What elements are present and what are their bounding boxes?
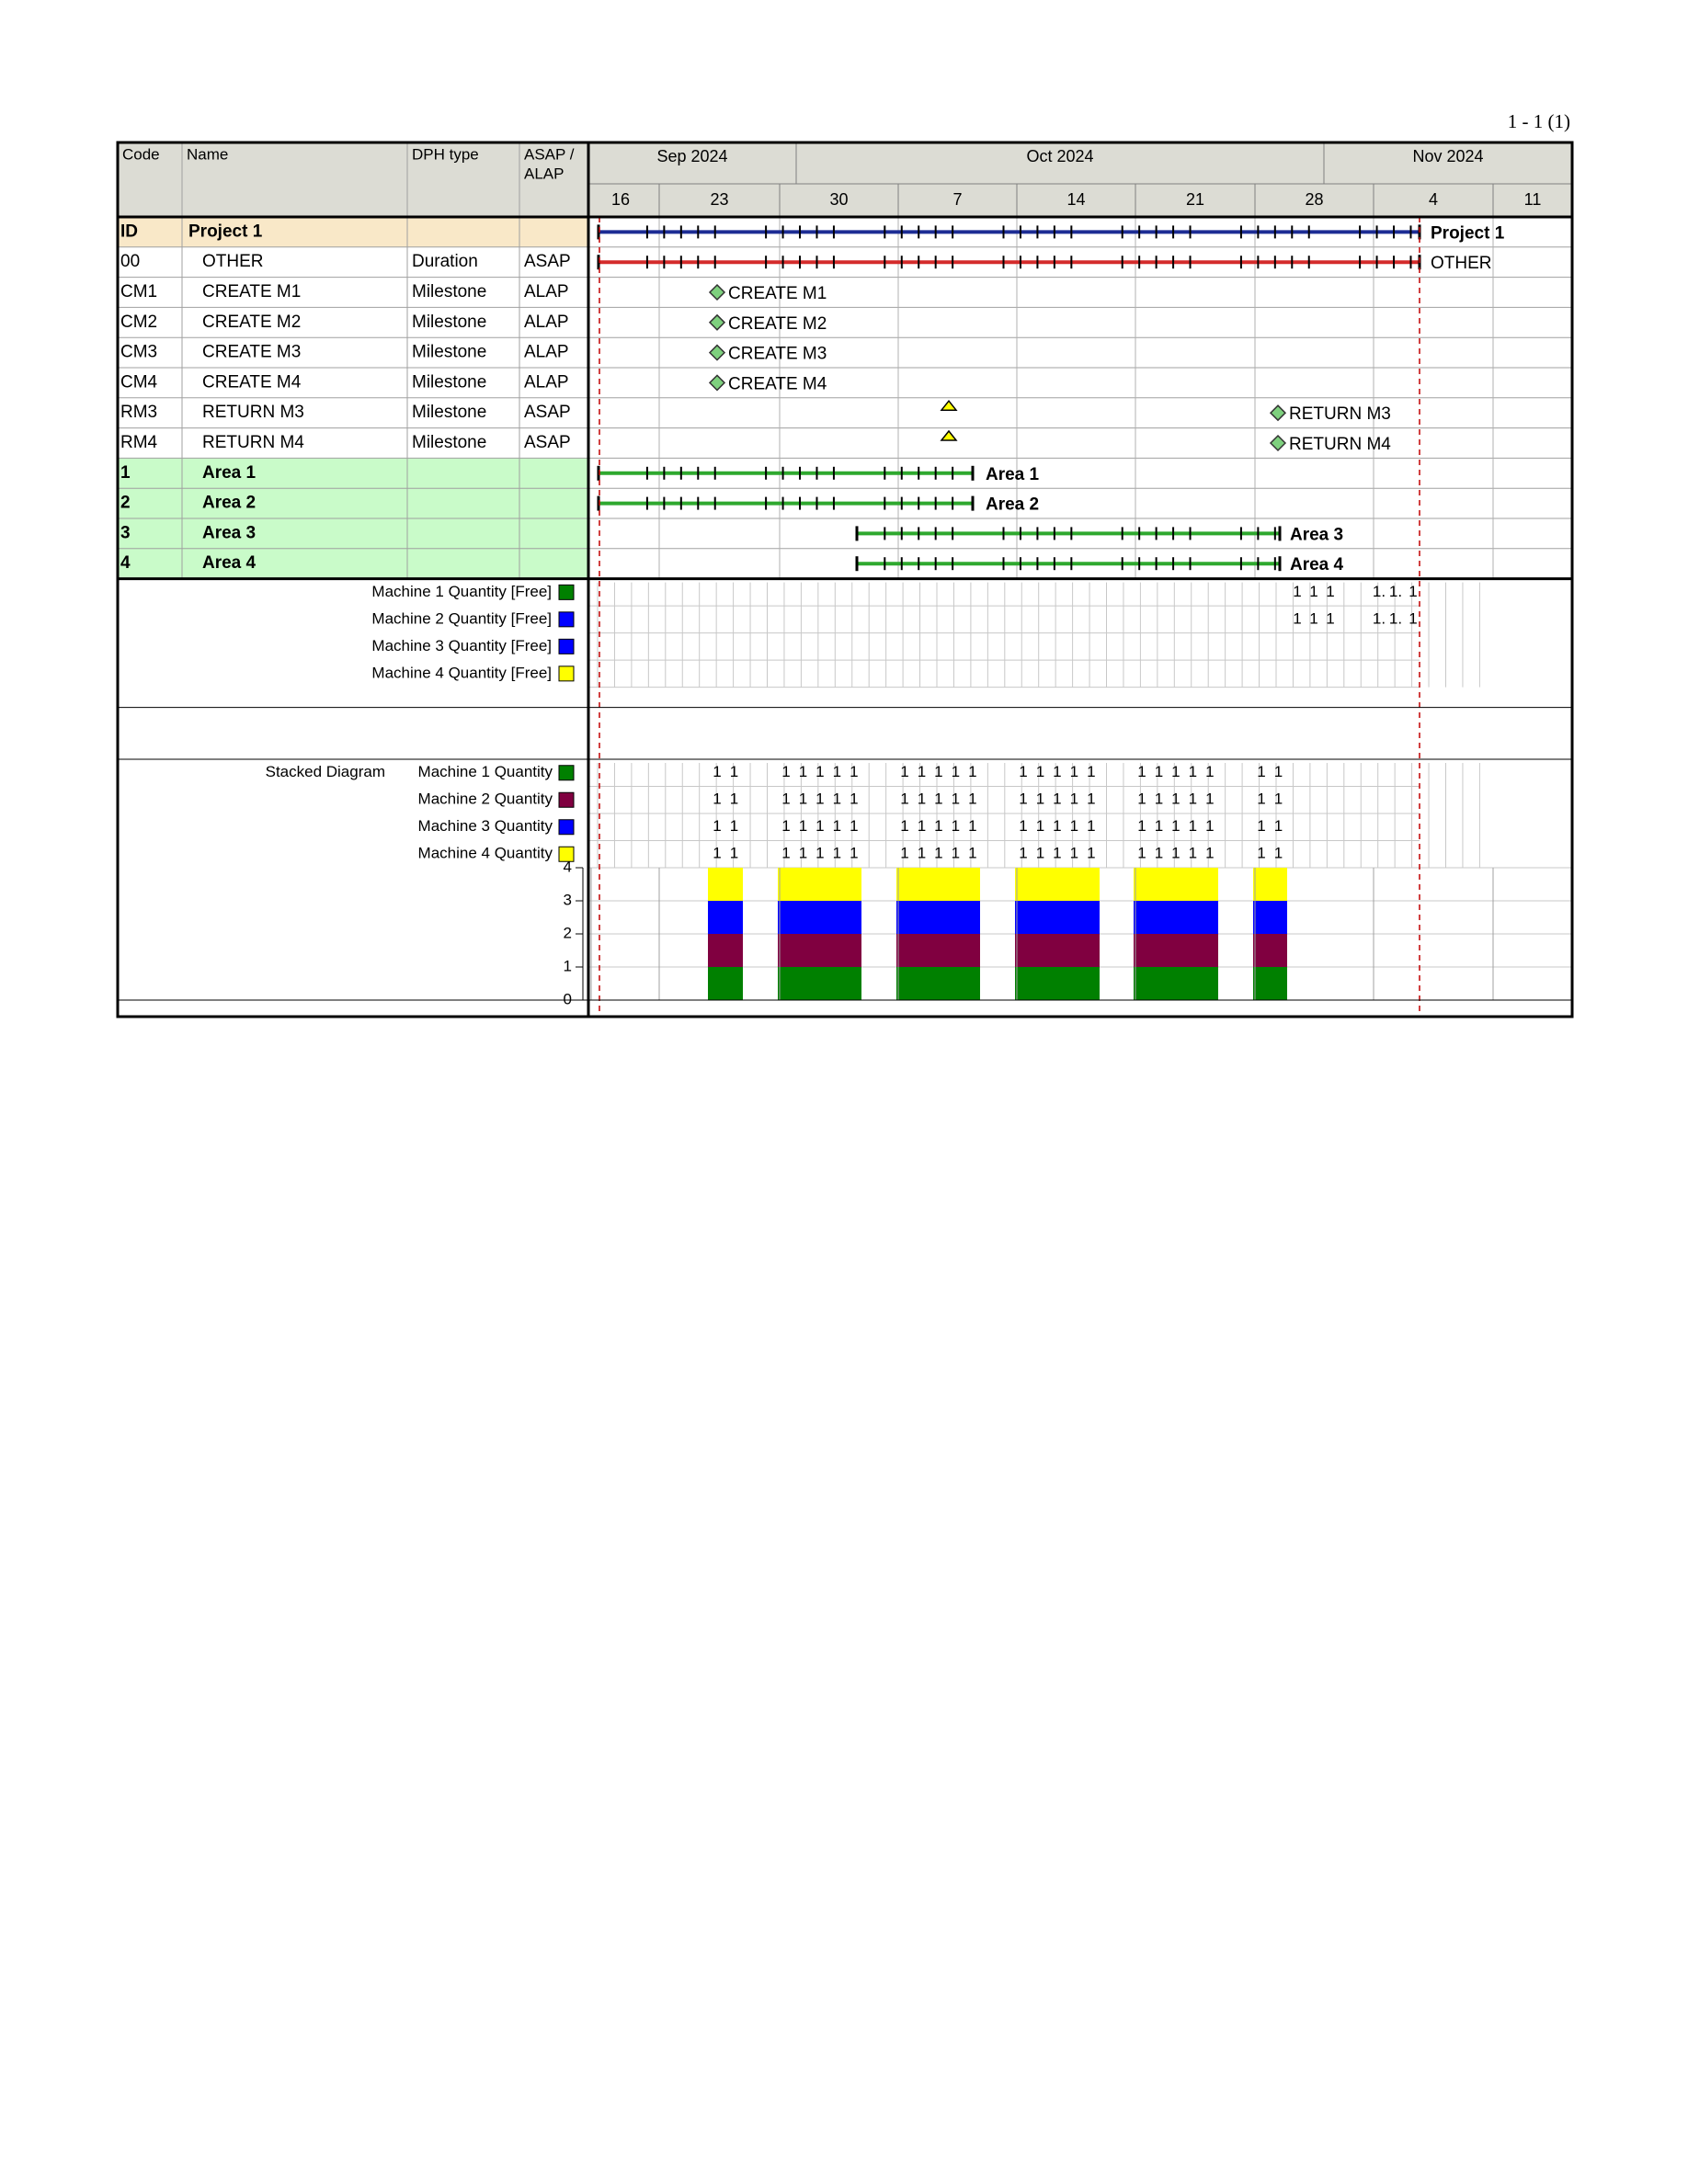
stacked-cell-value: 1 — [1019, 763, 1028, 781]
row-mode: ALAP — [524, 342, 569, 362]
resource-value: 1 — [1326, 582, 1335, 600]
row-mode: ALAP — [524, 312, 569, 332]
stacked-cell-value: 1 — [1137, 817, 1146, 836]
stacked-cell-value: 1 — [968, 817, 977, 836]
stacked-cell-value: 1 — [934, 817, 943, 836]
stacked-cell-value: 1 — [1069, 790, 1079, 808]
resource-value: 1 — [1309, 582, 1318, 600]
stacked-cell-value: 1 — [713, 844, 722, 862]
stacked-cell-value: 1 — [1087, 790, 1096, 808]
stacked-cell-value: 1 — [1188, 817, 1198, 836]
stacked-resource-label: Machine 1 Quantity — [417, 763, 553, 781]
week-label: 30 — [829, 189, 849, 209]
resource-value: 1 — [1293, 609, 1302, 628]
stacked-cell-value: 1 — [900, 763, 909, 781]
stacked-cell-value: 1 — [917, 763, 927, 781]
row-dph-type: Milestone — [412, 342, 487, 362]
stacked-cell-value: 1 — [1257, 790, 1266, 808]
resource-color-swatch — [559, 639, 574, 654]
bar-label: Area 3 — [1290, 525, 1344, 545]
row-name: Area 3 — [202, 523, 257, 543]
stacked-cell-value: 1 — [832, 817, 842, 836]
stacked-cell-value: 1 — [900, 817, 909, 836]
row-name: RETURN M4 — [202, 433, 304, 453]
row-background — [118, 458, 588, 488]
stacked-cell-value: 1 — [917, 844, 927, 862]
milestone-up-marker — [941, 431, 956, 440]
resource-color-swatch — [559, 766, 574, 780]
resource-value: 1 — [1409, 609, 1418, 628]
stacked-cell-value: 1 — [1188, 763, 1198, 781]
page-number: 1 - 1 (1) — [1507, 110, 1570, 132]
stacked-cell-value: 1 — [1035, 790, 1045, 808]
month-label: Nov 2024 — [1412, 146, 1484, 165]
stacked-bar-segment — [1134, 868, 1218, 901]
y-tick-label: 3 — [563, 891, 572, 909]
resource-value: 1 — [1409, 582, 1418, 600]
stacked-cell-value: 1 — [968, 790, 977, 808]
stacked-cell-value: 1 — [832, 844, 842, 862]
stacked-cell-value: 1 — [1087, 844, 1096, 862]
row-dph-type: Milestone — [412, 372, 487, 392]
stacked-cell-value: 1 — [832, 763, 842, 781]
week-label: 21 — [1185, 189, 1205, 209]
stacked-bar-segment — [778, 967, 861, 1000]
y-tick-label: 4 — [563, 858, 572, 876]
stacked-cell-value: 1 — [815, 844, 825, 862]
stacked-cell-value: 1 — [934, 763, 943, 781]
stacked-cell-value: 1 — [1035, 817, 1045, 836]
stacked-cell-value: 1 — [1019, 844, 1028, 862]
column-header: DPH type — [412, 145, 479, 164]
stacked-bar-segment — [778, 868, 861, 901]
stacked-cell-value: 1 — [1205, 817, 1215, 836]
stacked-cell-value: 1 — [815, 763, 825, 781]
stacked-cell-value: 1 — [1273, 817, 1283, 836]
stacked-cell-value: 1 — [1257, 817, 1266, 836]
stacked-cell-value: 1 — [1069, 763, 1079, 781]
stacked-cell-value: 1 — [1171, 763, 1180, 781]
resource-color-swatch — [559, 820, 574, 835]
column-header: Code — [122, 145, 160, 164]
row-dph-type: Duration — [412, 252, 478, 272]
stacked-cell-value: 1 — [729, 790, 739, 808]
stacked-cell-value: 1 — [934, 844, 943, 862]
stacked-cell-value: 1 — [832, 790, 842, 808]
stacked-cell-value: 1 — [798, 844, 808, 862]
row-code: CM3 — [120, 342, 158, 362]
row-mode: ASAP — [524, 252, 571, 272]
stacked-cell-value: 1 — [1053, 763, 1062, 781]
bar-label: Project 1 — [1431, 223, 1505, 244]
stacked-cell-value: 1 — [1205, 844, 1215, 862]
bar-label: Area 2 — [986, 495, 1040, 515]
row-code: 4 — [120, 553, 131, 574]
resource-color-swatch — [559, 792, 574, 807]
stacked-cell-value: 1 — [1087, 817, 1096, 836]
stacked-bar-segment — [896, 967, 980, 1000]
row-name: RETURN M3 — [202, 403, 304, 423]
resource-color-swatch — [559, 666, 574, 681]
stacked-bar-segment — [1015, 868, 1100, 901]
row-background — [118, 549, 588, 579]
milestone-up-marker — [941, 401, 956, 410]
stacked-cell-value: 1 — [1171, 844, 1180, 862]
stacked-bar-segment — [708, 934, 743, 967]
resource-label: Machine 3 Quantity [Free] — [371, 636, 552, 654]
stacked-cell-value: 1 — [951, 790, 961, 808]
row-name: CREATE M1 — [202, 282, 302, 302]
milestone-marker — [710, 315, 724, 330]
stacked-cell-value: 1 — [900, 844, 909, 862]
milestone-label: CREATE M3 — [728, 344, 827, 364]
row-code: RM3 — [120, 403, 158, 423]
stacked-bar-segment — [1253, 901, 1287, 934]
row-code: 2 — [120, 493, 131, 513]
bar-label: OTHER — [1431, 254, 1492, 274]
stacked-cell-value: 1 — [729, 763, 739, 781]
milestone-label: RETURN M3 — [1289, 404, 1391, 425]
stacked-cell-value: 1 — [934, 790, 943, 808]
stacked-cell-value: 1 — [713, 763, 722, 781]
row-mode: ALAP — [524, 282, 569, 302]
stacked-cell-value: 1 — [1171, 790, 1180, 808]
stacked-bar-segment — [1253, 934, 1287, 967]
milestone-label: CREATE M1 — [728, 284, 827, 304]
row-name: Area 4 — [202, 553, 257, 574]
row-code: CM4 — [120, 372, 158, 392]
month-label: Sep 2024 — [656, 146, 728, 165]
column-header: ASAP / — [524, 145, 575, 164]
stacked-cell-value: 1 — [900, 790, 909, 808]
row-name: Project 1 — [188, 222, 263, 242]
stacked-bar-segment — [1134, 901, 1218, 934]
stacked-cell-value: 1 — [781, 817, 791, 836]
stacked-bar-segment — [1015, 934, 1100, 967]
stacked-cell-value: 1 — [1205, 790, 1215, 808]
resource-label: Machine 1 Quantity [Free] — [371, 582, 552, 600]
stacked-cell-value: 1 — [798, 817, 808, 836]
row-dph-type: Milestone — [412, 403, 487, 423]
stacked-cell-value: 1 — [1154, 844, 1164, 862]
stacked-cell-value: 1 — [1137, 763, 1146, 781]
stacked-cell-value: 1 — [1188, 790, 1198, 808]
stacked-cell-value: 1 — [1137, 790, 1146, 808]
stacked-cell-value: 1 — [1257, 844, 1266, 862]
stacked-bar-segment — [1134, 934, 1218, 967]
stacked-bar-segment — [708, 868, 743, 901]
stacked-cell-value: 1 — [1035, 763, 1045, 781]
row-name: CREATE M4 — [202, 372, 302, 392]
stacked-cell-value: 1 — [1035, 844, 1045, 862]
stacked-cell-value: 1 — [1019, 790, 1028, 808]
milestone-label: CREATE M4 — [728, 374, 827, 394]
row-code: 1 — [120, 462, 131, 483]
milestone-marker — [1271, 436, 1285, 450]
resource-value: 1. — [1388, 582, 1403, 600]
stacked-cell-value: 1 — [1273, 790, 1283, 808]
month-label: Oct 2024 — [1026, 146, 1094, 165]
stacked-cell-value: 1 — [781, 844, 791, 862]
stacked-bar-segment — [1015, 967, 1100, 1000]
week-label: 14 — [1066, 189, 1086, 209]
stacked-bar-segment — [1253, 868, 1287, 901]
stacked-cell-value: 1 — [798, 763, 808, 781]
stacked-cell-value: 1 — [850, 817, 859, 836]
stacked-cell-value: 1 — [1069, 817, 1079, 836]
row-mode: ALAP — [524, 372, 569, 392]
row-background — [118, 488, 588, 518]
stacked-cell-value: 1 — [1154, 790, 1164, 808]
week-label: 23 — [710, 189, 729, 209]
week-label: 7 — [952, 189, 963, 209]
stacked-cell-value: 1 — [1053, 790, 1062, 808]
stacked-cell-value: 1 — [1205, 763, 1215, 781]
milestone-marker — [710, 285, 724, 300]
resource-color-swatch — [559, 585, 574, 599]
stacked-cell-value: 1 — [1171, 817, 1180, 836]
week-label: 4 — [1428, 189, 1439, 209]
row-name: CREATE M2 — [202, 312, 302, 332]
row-background — [118, 518, 588, 549]
stacked-resource-label: Machine 3 Quantity — [417, 817, 553, 836]
row-name: Area 2 — [202, 493, 257, 513]
stacked-cell-value: 1 — [1273, 844, 1283, 862]
stacked-cell-value: 1 — [968, 763, 977, 781]
stacked-cell-value: 1 — [729, 844, 739, 862]
stacked-cell-value: 1 — [1273, 763, 1283, 781]
week-label: 11 — [1523, 189, 1542, 209]
stacked-bar-segment — [708, 901, 743, 934]
bar-label: Area 4 — [1290, 555, 1344, 575]
row-mode: ASAP — [524, 433, 571, 453]
stacked-cell-value: 1 — [781, 763, 791, 781]
bar-label: Area 1 — [986, 464, 1040, 484]
milestone-marker — [1271, 405, 1285, 420]
stacked-cell-value: 1 — [1019, 817, 1028, 836]
stacked-cell-value: 1 — [1069, 844, 1079, 862]
stacked-cell-value: 1 — [1053, 844, 1062, 862]
row-name: CREATE M3 — [202, 342, 302, 362]
stacked-cell-value: 1 — [1137, 844, 1146, 862]
stacked-cell-value: 1 — [1053, 817, 1062, 836]
stacked-bar-segment — [778, 901, 861, 934]
resource-value: 1. — [1388, 609, 1403, 628]
row-name: Area 1 — [202, 462, 257, 483]
stacked-cell-value: 1 — [968, 844, 977, 862]
stacked-cell-value: 1 — [917, 817, 927, 836]
resource-value: 1. — [1372, 582, 1386, 600]
stacked-bar-segment — [1253, 967, 1287, 1000]
row-code: CM1 — [120, 282, 158, 302]
row-code: RM4 — [120, 433, 158, 453]
stacked-cell-value: 1 — [1154, 817, 1164, 836]
stacked-cell-value: 1 — [713, 790, 722, 808]
stacked-bar-segment — [708, 967, 743, 1000]
stacked-cell-value: 1 — [850, 844, 859, 862]
row-dph-type: Milestone — [412, 433, 487, 453]
stacked-bar-segment — [896, 868, 980, 901]
resource-value: 1 — [1293, 582, 1302, 600]
column-header: Name — [187, 145, 229, 164]
stacked-cell-value: 1 — [815, 790, 825, 808]
week-label: 16 — [610, 189, 631, 209]
resource-label: Machine 2 Quantity [Free] — [371, 609, 552, 628]
row-mode: ASAP — [524, 403, 571, 423]
resource-color-swatch — [559, 612, 574, 627]
stacked-cell-value: 1 — [1087, 763, 1096, 781]
row-code: CM2 — [120, 312, 158, 332]
stacked-cell-value: 1 — [729, 817, 739, 836]
resource-label: Machine 4 Quantity [Free] — [371, 664, 552, 682]
column-header: ALAP — [524, 165, 565, 183]
y-tick-label: 2 — [563, 924, 572, 942]
stacked-cell-value: 1 — [951, 763, 961, 781]
stacked-cell-value: 1 — [917, 790, 927, 808]
milestone-marker — [710, 375, 724, 390]
stacked-bar-segment — [896, 934, 980, 967]
row-dph-type: Milestone — [412, 312, 487, 332]
milestone-label: RETURN M4 — [1289, 435, 1391, 455]
stacked-cell-value: 1 — [781, 790, 791, 808]
milestone-marker — [710, 346, 724, 360]
stacked-cell-value: 1 — [850, 763, 859, 781]
milestone-label: CREATE M2 — [728, 313, 827, 334]
stacked-cell-value: 1 — [798, 790, 808, 808]
y-tick-label: 0 — [563, 990, 572, 1008]
row-code: 3 — [120, 523, 131, 543]
stacked-cell-value: 1 — [713, 817, 722, 836]
stacked-resource-label: Machine 2 Quantity — [417, 790, 553, 808]
stacked-cell-value: 1 — [1154, 763, 1164, 781]
stacked-bar-segment — [896, 901, 980, 934]
stacked-cell-value: 1 — [951, 817, 961, 836]
resource-value: 1. — [1372, 609, 1386, 628]
stacked-cell-value: 1 — [850, 790, 859, 808]
stacked-bar-segment — [1134, 967, 1218, 1000]
week-label: 28 — [1305, 189, 1324, 209]
stacked-bar-segment — [1015, 901, 1100, 934]
row-code: 00 — [120, 252, 141, 272]
y-tick-label: 1 — [563, 957, 572, 975]
stacked-cell-value: 1 — [815, 817, 825, 836]
stacked-resource-label: Machine 4 Quantity — [417, 844, 553, 862]
stacked-title: Stacked Diagram — [265, 763, 385, 781]
stacked-cell-value: 1 — [1188, 844, 1198, 862]
stacked-bar-segment — [778, 934, 861, 967]
row-dph-type: Milestone — [412, 282, 487, 302]
row-code: ID — [120, 222, 138, 242]
stacked-cell-value: 1 — [1257, 763, 1266, 781]
stacked-cell-value: 1 — [951, 844, 961, 862]
resource-value: 1 — [1309, 609, 1318, 628]
resource-value: 1 — [1326, 609, 1335, 628]
row-name: OTHER — [202, 252, 264, 272]
